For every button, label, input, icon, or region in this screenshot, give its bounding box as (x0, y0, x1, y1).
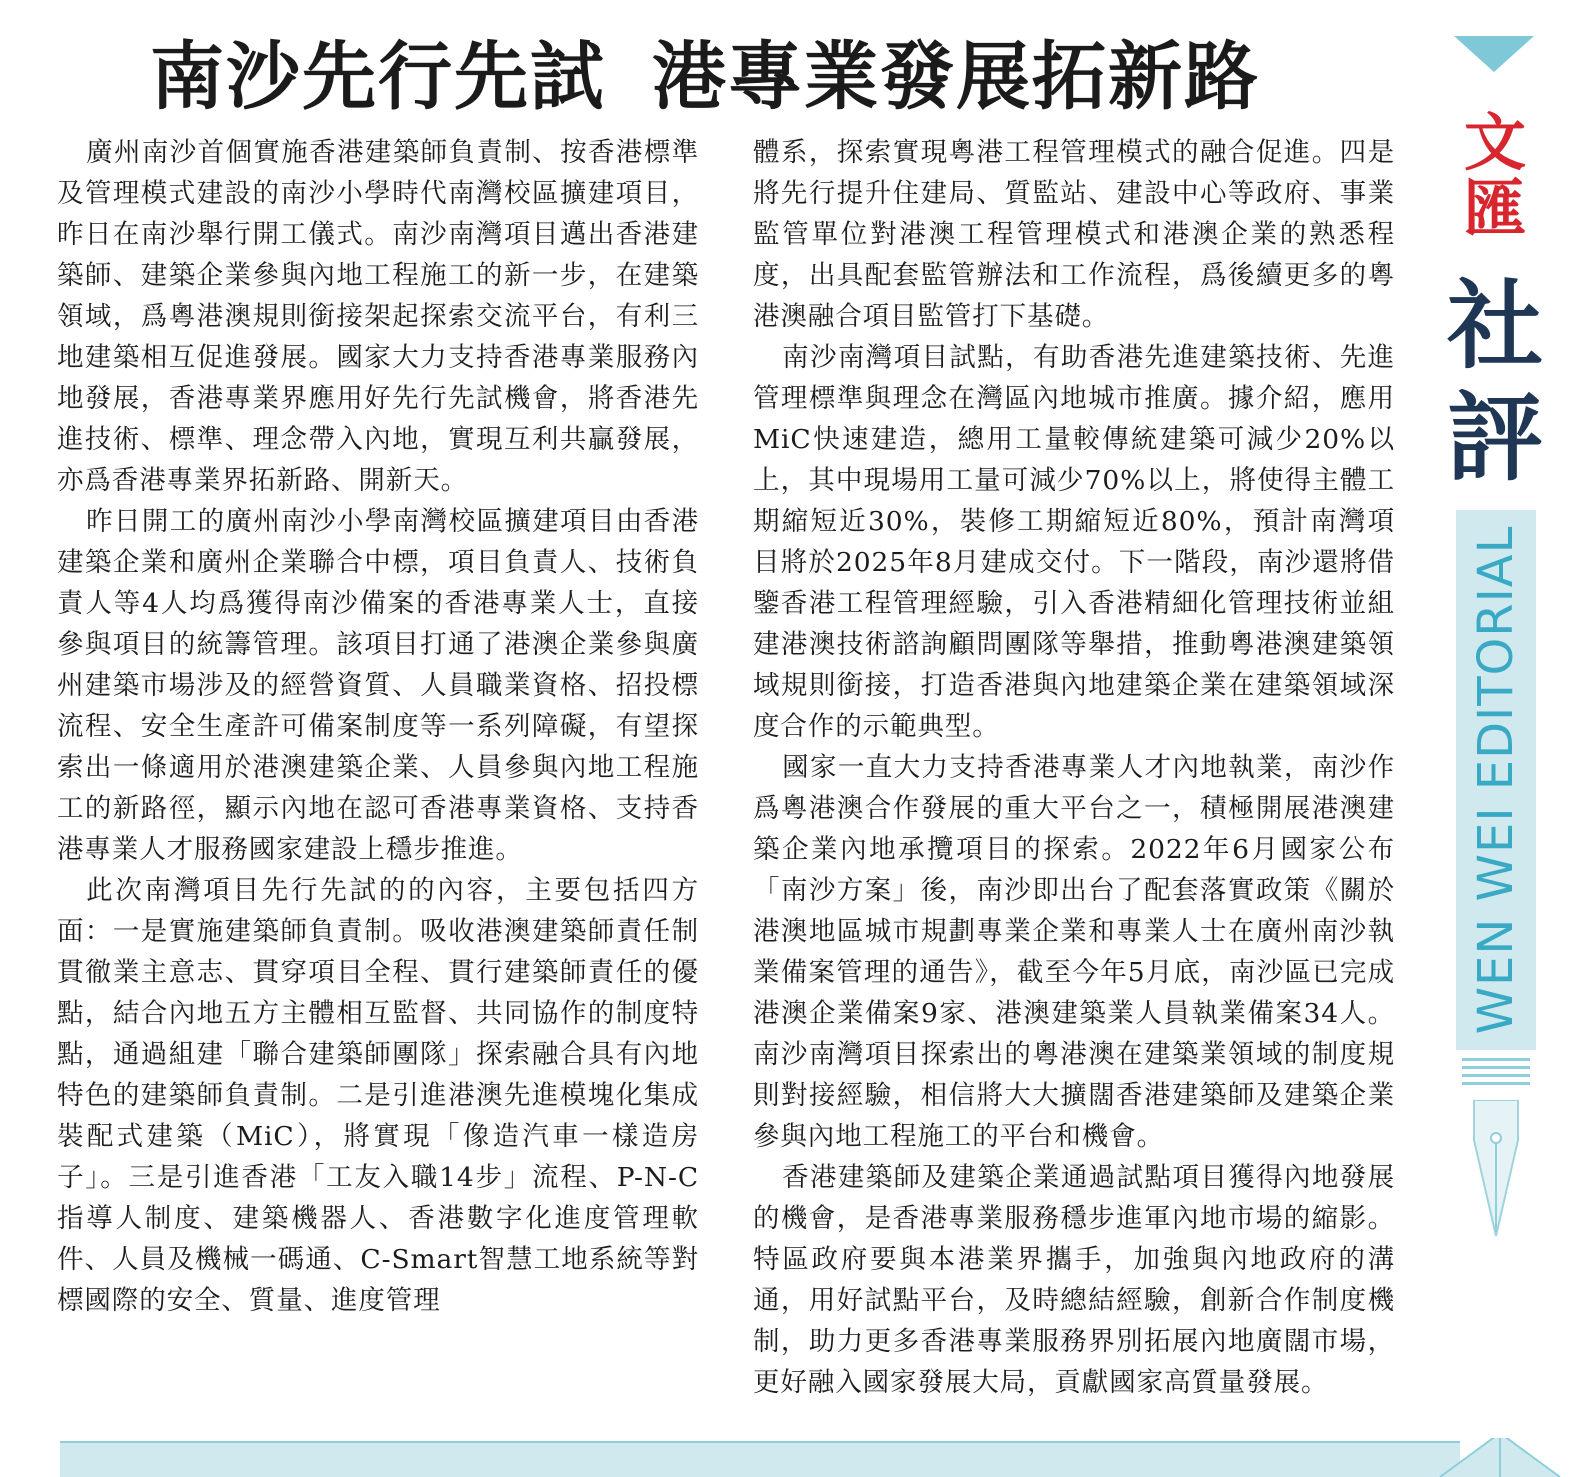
brand-char-1: 文 (1463, 106, 1526, 179)
section-title-char-1: 社 (1447, 270, 1543, 382)
section-title (1440, 270, 1550, 494)
pen-nib-icon (1466, 1100, 1526, 1240)
article-column-left (57, 132, 699, 1402)
editorial-banner (1440, 30, 1550, 1390)
headline-part1: 南沙先行先試 (150, 34, 606, 120)
headline-part2: 港專業發展拓新路 (652, 34, 1260, 120)
pen-bands (1462, 1058, 1530, 1090)
headline (150, 32, 1260, 122)
paragraph: 香港建築師及建築企業通過試點項目獲得內地發展的機會，是香港專業服務穩步進軍內地市場的縮影。特區政府要與本港業界攜手，加強與內地政府的溝通，用好試點平台，及時總結經驗，創新合作制度機制，助力更多香港專業服務界別拓展內地廣闊市場，更好融入國家發展大局，貢獻國家高質量發展。 (753, 1162, 1395, 1398)
section-vertical-label: WEN WEI EDITORIAL (1468, 525, 1524, 1035)
section-title-char-2: 評 (1447, 382, 1543, 494)
bottom-rule (0, 1438, 1581, 1477)
ribbon-top-icon (1454, 36, 1534, 72)
brand-char-2: 匯 (1463, 172, 1526, 245)
paragraph: 此次南灣項目先行先試的的內容，主要包括四方面：一是實施建築師負責制。吸收港澳建築師責任制貫徹業主意志、貫穿項目全程、貫行建築師責任的優點，結合內地五方主體相互監督、共同協作的制度特點，通過組建「聯合建築師團隊」探索融合具有內地特色的建築師負責制。二是引進港澳先進模塊化集成裝配式建築（MiC），將實現「像造汽車一樣造房子」。三是引進香港「工友入職14步」流程、P-N-C指導人制度、建築機器人、香港數字化進度管理軟件、人員及機械一碼通、C-Smart智慧工地系統等對標國際的安全、質量、進度管理 (57, 875, 699, 1316)
article-column-right (753, 132, 1395, 1402)
paragraph: 昨日開工的廣州南沙小學南灣校區擴建項目由香港建築企業和廣州企業聯合中標，項目負責人、技術負責人等4人均爲獲得南沙備案的香港專業人士，直接參與項目的統籌管理。該項目打通了港澳企業參與廣州建築市場涉及的經營資質、人員職業資格、招投標流程、安全生產許可備案制度等一系列障礙，有望探索出一條適用於港澳建築企業、人員參與內地工程施工的新路徑，顯示內地在認可香港專業資格、支持香港專業人才服務國家建設上穩步推進。 (57, 506, 699, 865)
paragraph: 國家一直大力支持香港專業人才內地執業，南沙作爲粵港澳合作發展的重大平台之一，積極開展港澳建築企業內地承攬項目的探索。2022年6月國家公布「南沙方案」後，南沙即出台了配套落實政策《關於港澳地區城市規劃專業企業和專業人士在廣州南沙執業備案管理的通告》，截至今年5月底，南沙區已完成港澳企業備案9家、港澳建築業人員執業備案34人。南沙南灣項目探索出的粵港澳在建築業領域的制度規則對接經驗，相信將大大擴闊香港建築師及建築企業參與內地工程施工的平台和機會。 (753, 752, 1395, 1152)
paragraph: 南沙南灣項目試點，有助香港先進建築技術、先進管理標準與理念在灣區內地城市推廣。據介紹，應用MiC快速建造，總用工量較傳統建築可減少20%以上，其中現場用工量可減少70%以上，將使得主體工期縮短近30%，裝修工期縮短近80%，預計南灣項目將於2025年8月建成交付。下一階段，南沙還將借鑒香港工程管理經驗，引入香港精細化管理技術並組建港澳技術諮詢顧問團隊等舉措，推動粵港澳建築領域規則銜接，打造香港與內地建築企業在建築領域深度合作的示範典型。 (753, 342, 1395, 742)
paragraph-continued: 體系，探索實現粵港工程管理模式的融合促進。四是將先行提升住建局、質監站、建設中心等政府、事業監管單位對港澳工程管理模式和港澳企業的熟悉程度，出具配套監管辦法和工作流程，爲後續更多的粵港澳融合項目監管打下基礎。 (753, 137, 1395, 332)
brand-logo (1440, 106, 1550, 245)
paragraph: 廣州南沙首個實施香港建築師負責制、按香港標準及管理模式建設的南沙小學時代南灣校區擴建項目，昨日在南沙舉行開工儀式。南沙南灣項目邁出香港建築師、建築企業參與內地工程施工的新一步，在建築領域，爲粵港澳規則銜接架起探索交流平台，有利三地建築相互促進發展。國家大力支持香港專業服務內地發展，香港專業界應用好先行先試機會，將香港先進技術、標準、理念帶入內地，實現互利共贏發展，亦爲香港專業界拓新路、開新天。 (57, 137, 699, 496)
